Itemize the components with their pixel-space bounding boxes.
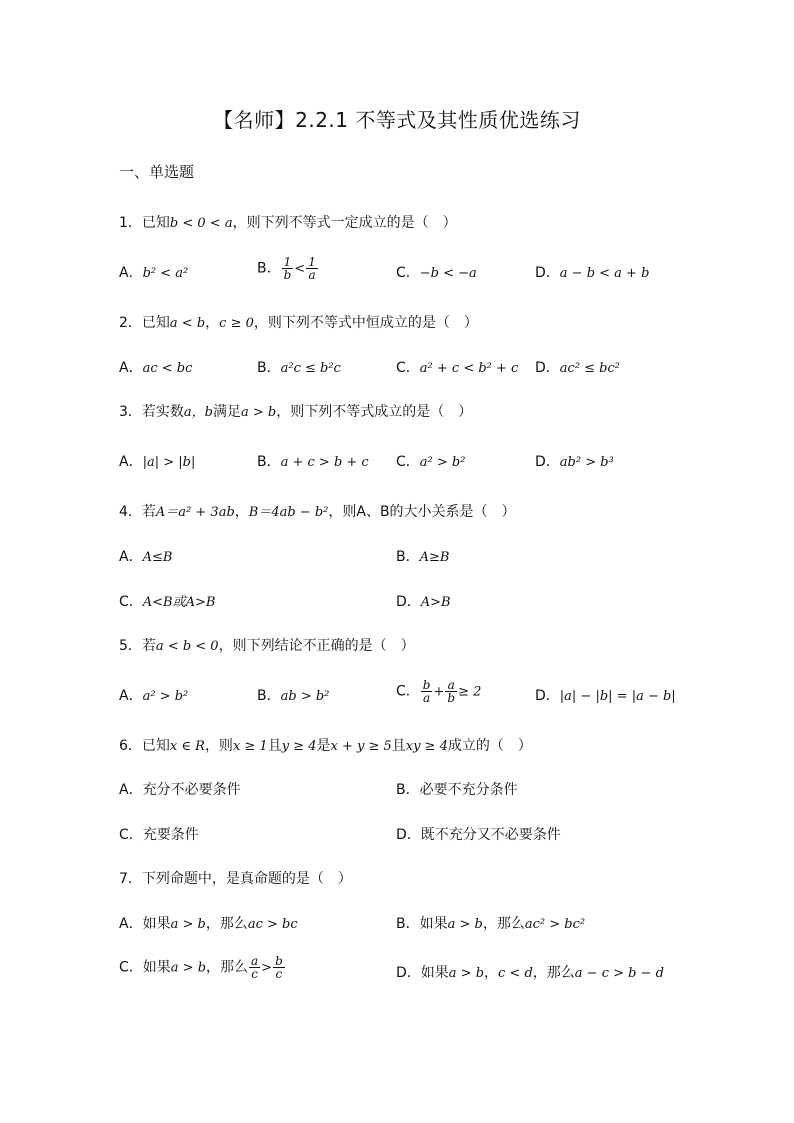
option-math: ac² > bc² — [524, 917, 586, 932]
option-label: C． — [119, 594, 143, 610]
q4-separator: ， — [234, 504, 249, 520]
q6-cond-2: y ≥ 4 — [281, 739, 317, 754]
q1-option-c — [396, 262, 477, 282]
option-math: a > b — [447, 917, 483, 932]
q4-expr-a: A＝a² + 3ab — [155, 505, 235, 520]
q2-option-b — [257, 357, 341, 377]
option-math: c < d — [498, 966, 533, 981]
q4-expr-b: B＝4ab − b² — [248, 505, 329, 520]
q3-condition: a > b — [241, 405, 277, 420]
option-math: b² < a² — [142, 266, 189, 281]
q4-option-c — [119, 591, 215, 611]
question-3-stem — [119, 401, 472, 421]
q4-option-d — [396, 591, 451, 611]
q4-prefix: 4．若 — [119, 504, 156, 520]
q2-option-d — [535, 357, 620, 377]
question-2-stem — [119, 312, 478, 332]
q6-prefix: 6．已知 — [119, 738, 170, 754]
option-math: a²c ≤ b²c — [280, 361, 341, 376]
q5-prefix: 5．若 — [119, 638, 156, 654]
option-math: a² > b² — [142, 689, 189, 704]
q5-option-d — [535, 685, 676, 705]
q6-option-c: C．充要条件 — [119, 827, 199, 843]
numerator: 1 — [282, 256, 294, 269]
q3-mid: 满足 — [213, 404, 241, 420]
q1-option-d — [535, 262, 649, 282]
relation: > — [261, 960, 273, 976]
option-label: A． — [119, 549, 143, 565]
q6-cond-4: xy ≥ 4 — [405, 739, 448, 754]
q6-text-4: 且 — [391, 738, 406, 754]
denominator: c — [251, 967, 258, 981]
question-5-stem — [119, 635, 415, 655]
q7-option-c — [119, 955, 286, 980]
option-text: D．如果 — [396, 965, 449, 981]
q2-separator: ， — [205, 315, 220, 331]
option-label: B． — [257, 260, 281, 277]
fraction — [249, 955, 260, 980]
option-math: A<B或A>B — [142, 595, 216, 610]
q5-condition: a < b < 0 — [155, 639, 219, 654]
option-text: ，那么 — [206, 959, 249, 976]
q4-option-a — [119, 546, 172, 566]
q7-option-a — [119, 913, 298, 933]
q3-option-a — [119, 451, 195, 471]
option-label: A． — [119, 688, 143, 704]
q2-prefix: 2．已知 — [119, 315, 170, 331]
relation: < — [294, 261, 306, 277]
fraction — [282, 256, 294, 281]
option-label: C． — [396, 454, 420, 470]
q1-condition: b < 0 < a — [169, 216, 233, 231]
q5-option-c — [396, 679, 481, 704]
option-math: a + c > b + c — [280, 455, 369, 470]
option-math: a² > b² — [419, 455, 466, 470]
q6-suffix: 成立的（ ） — [447, 738, 532, 754]
numerator: a — [251, 954, 259, 968]
option-math: ac² ≤ bc² — [559, 361, 620, 376]
q3-option-d — [535, 451, 614, 471]
denominator: a — [423, 691, 431, 705]
numerator: 1 — [308, 255, 316, 269]
relation: ≥ 2 — [458, 684, 482, 700]
option-math: a > b — [448, 966, 485, 981]
option-label: C． — [396, 360, 420, 376]
numerator: b — [422, 678, 431, 692]
option-math: |a| > |b| — [142, 455, 196, 470]
denominator: b — [447, 691, 456, 705]
option-label: C． — [396, 683, 420, 700]
q3-option-b — [257, 451, 369, 471]
q6-option-a: A．充分不必要条件 — [119, 782, 241, 798]
q1-prefix: 1．已知 — [119, 215, 170, 231]
q1-option-b — [257, 256, 319, 281]
option-text: A．如果 — [119, 916, 171, 932]
option-math: a − c > b − d — [574, 966, 664, 981]
q2-condition-2: c ≥ 0 — [219, 316, 254, 331]
option-math: |a| − |b| = |a − b| — [559, 689, 676, 704]
q6-text-3: 是 — [316, 738, 331, 754]
question-1-stem — [119, 212, 457, 232]
denominator: b — [283, 268, 292, 282]
option-label: A． — [119, 265, 143, 281]
q4-option-b — [396, 546, 449, 566]
q3-suffix: ，则下列不等式成立的是（ ） — [276, 404, 473, 420]
fraction — [306, 256, 318, 281]
q6-cond-3: x + y ≥ 5 — [330, 739, 392, 754]
q7-option-d — [396, 962, 664, 982]
q5-option-a — [119, 685, 188, 705]
denominator: c — [275, 967, 283, 981]
option-text: ，那么 — [482, 916, 525, 932]
option-math: a > b — [170, 917, 206, 932]
option-label: B． — [257, 360, 281, 376]
option-label: A． — [119, 360, 143, 376]
q4-suffix: ，则A、B的大小关系是（ ） — [328, 504, 516, 520]
fraction — [421, 679, 433, 704]
option-math: a − b < a + b — [559, 266, 650, 281]
option-math: a > b — [170, 960, 207, 976]
option-math: a² + c < b² + c — [419, 361, 519, 376]
numerator: b — [275, 954, 283, 968]
option-math: ab² > b³ — [559, 455, 614, 470]
q6-cond-1: x ≥ 1 — [232, 739, 268, 754]
q1-suffix: ，则下列不等式一定成立的是（ ） — [232, 215, 457, 231]
question-4-stem — [119, 501, 516, 521]
option-label: D． — [535, 454, 560, 470]
q3-option-c — [396, 451, 465, 471]
q2-option-a — [119, 357, 192, 377]
q2-option-c — [396, 357, 518, 377]
option-label: D． — [535, 360, 560, 376]
numerator: a — [445, 679, 457, 692]
page-title: 【名师】2.2.1 不等式及其性质优选练习 — [213, 108, 581, 132]
option-math: A>B — [420, 595, 451, 610]
option-math: −b < −a — [419, 266, 477, 281]
option-label: B． — [257, 688, 281, 704]
option-text: ，那么 — [532, 965, 575, 981]
option-math: A≤B — [142, 550, 173, 565]
option-text: B．如果 — [396, 916, 448, 932]
option-label: A． — [119, 454, 143, 470]
question-7-stem: 7．下列命题中，是真命题的是（ ） — [119, 871, 352, 887]
q6-text-1: ，则 — [204, 738, 233, 754]
fraction — [445, 679, 457, 704]
q5-suffix: ，则下列结论不正确的是（ ） — [218, 638, 415, 654]
fraction — [273, 955, 285, 980]
option-math: ac < bc — [142, 361, 193, 376]
option-text: ，那么 — [205, 916, 248, 932]
option-label: B． — [396, 549, 420, 565]
option-label: D． — [396, 594, 421, 610]
question-6-stem — [119, 735, 532, 755]
option-text: ， — [484, 965, 499, 981]
q6-cond-0: x ∈ R — [169, 739, 205, 754]
q3-prefix: 3．若实数 — [119, 404, 184, 420]
q5-option-b — [257, 685, 329, 705]
option-math: ac > bc — [247, 917, 298, 932]
q1-option-a — [119, 262, 188, 282]
q2-suffix: ，则下列不等式中恒成立的是（ ） — [253, 315, 478, 331]
option-math: A≥B — [419, 550, 450, 565]
section-heading: 一、单选题 — [119, 163, 195, 181]
q7-option-b — [396, 913, 585, 933]
option-label: D． — [535, 265, 560, 281]
q6-text-2: 且 — [267, 738, 282, 754]
option-label: D． — [535, 688, 560, 704]
denominator: a — [308, 268, 316, 282]
option-text: C．如果 — [119, 959, 171, 976]
option-label: B． — [257, 454, 281, 470]
option-math: ab > b² — [280, 689, 330, 704]
option-label: C． — [396, 265, 420, 281]
q2-condition-1: a < b — [169, 316, 206, 331]
q3-variables: a，b — [183, 405, 213, 420]
plus-sign: + — [433, 684, 445, 700]
q6-option-b: B．必要不充分条件 — [396, 782, 518, 798]
q6-option-d: D．既不充分又不必要条件 — [396, 827, 561, 843]
